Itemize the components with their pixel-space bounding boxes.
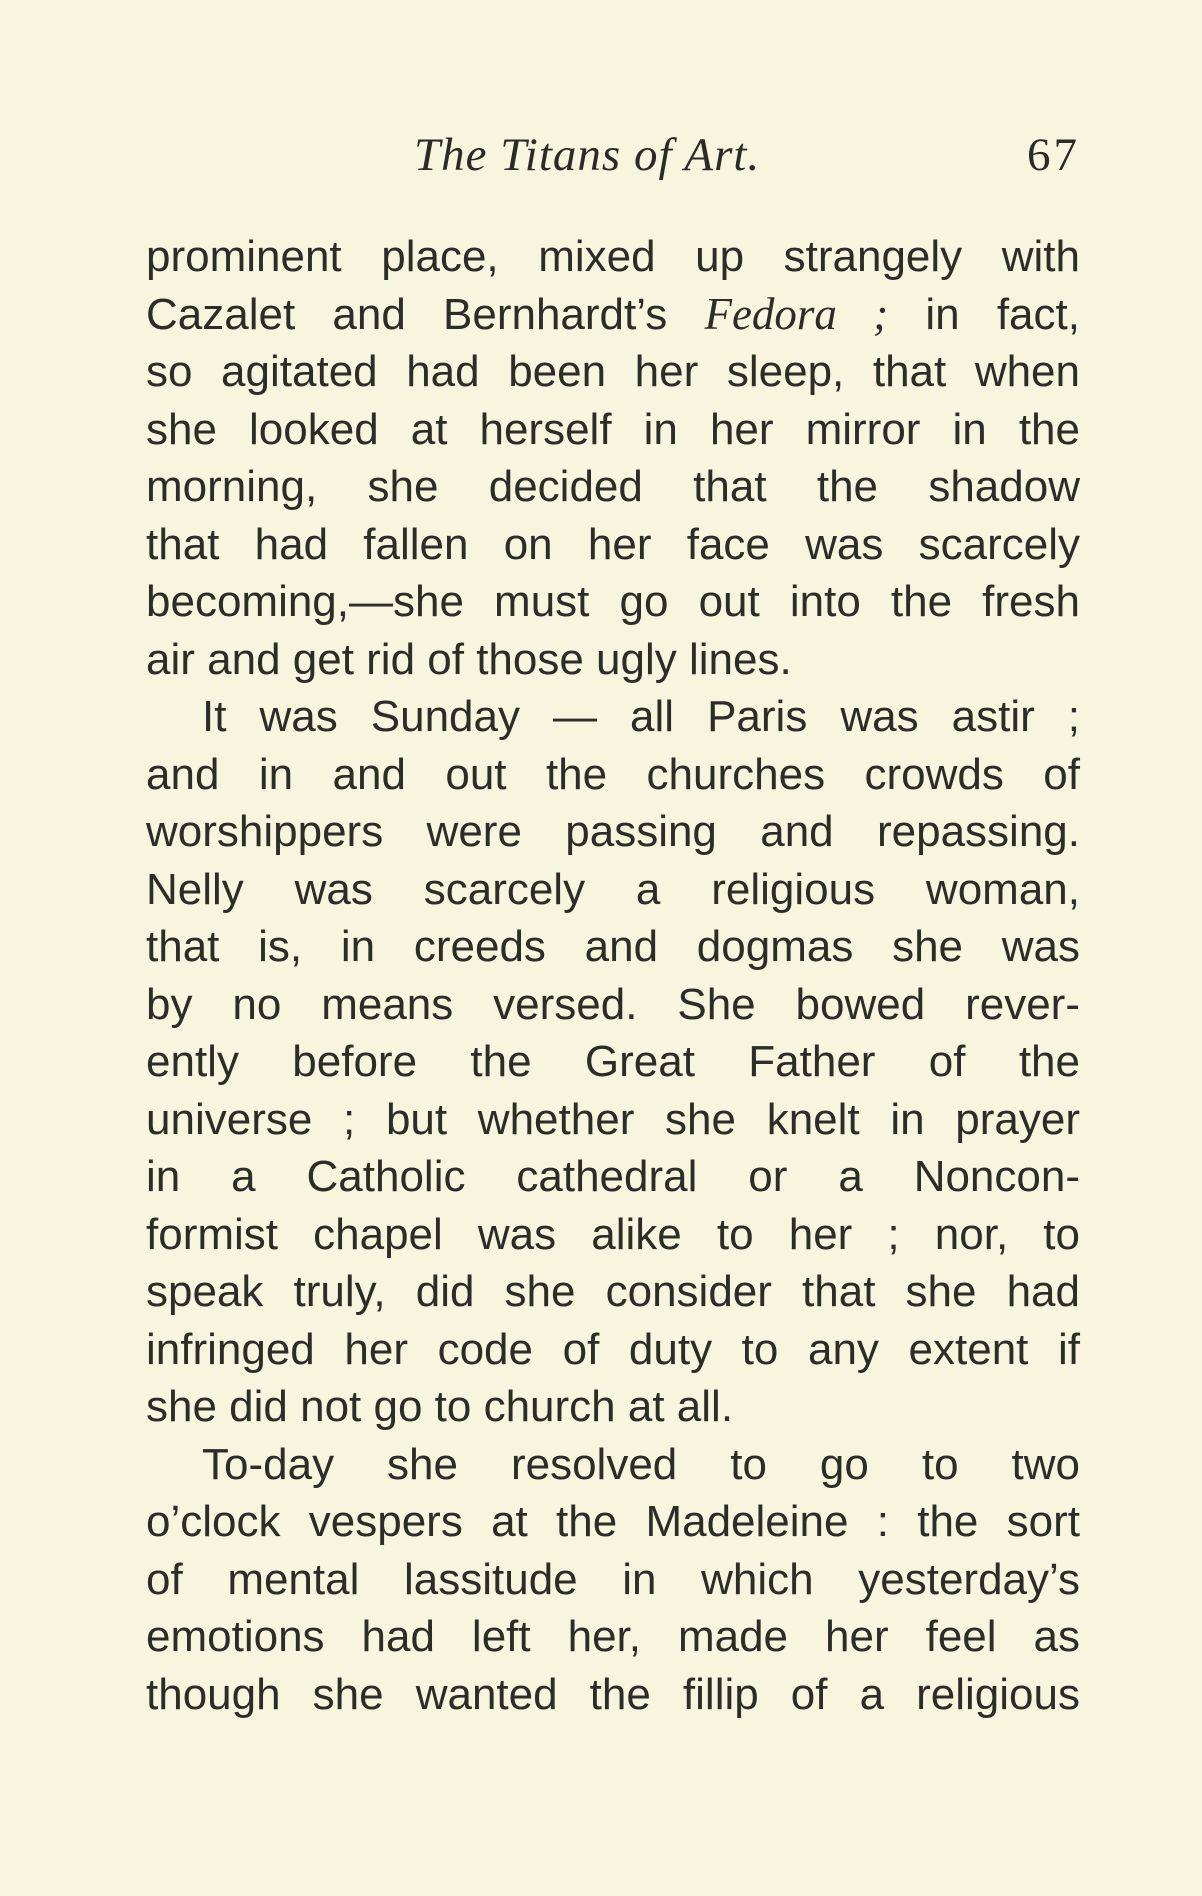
text-line: prominent place, mixed up strangely with	[146, 232, 1080, 281]
running-head	[146, 128, 1080, 188]
italic-title-fedora: Fedora ;	[704, 288, 889, 339]
page-number: 67	[1027, 129, 1080, 181]
text-line: becoming,—she must go out into the fresh	[146, 577, 1080, 626]
text-line: of mental lassitude in which yesterday’s	[146, 1554, 1080, 1604]
body-text	[146, 228, 1080, 1723]
text-line: infringed her code of duty to any extent if	[146, 1324, 1080, 1374]
text-line: It was Sunday — all Paris was astir ;	[202, 692, 1080, 741]
text-line: that had fallen on her face was scarcely	[146, 519, 1080, 569]
text-line: morning, she decided that the shadow	[146, 462, 1080, 511]
text-line: and in and out the churches crowds of	[146, 749, 1080, 799]
text-line: o’clock vespers at the Madeleine : the sort	[146, 1497, 1080, 1546]
text-line: emotions had left her, made her feel as	[146, 1612, 1080, 1661]
text-span: Cazalet and Bernhardt’s	[146, 289, 668, 339]
text-line: so agitated had been her sleep, that when	[146, 347, 1080, 396]
text-line: Nelly was scarcely a religious woman,	[146, 864, 1080, 914]
text-line: she did not go to church at all.	[146, 1382, 734, 1431]
text-line: worshippers were passing and repassing.	[146, 807, 1080, 856]
text-line	[146, 286, 1080, 344]
text-line: though she wanted the fillip of a religious	[146, 1669, 1080, 1719]
text-line: by no means versed. She bowed rever-	[146, 979, 1080, 1029]
text-line: air and get rid of those ugly lines.	[146, 634, 792, 684]
text-line: To-day she resolved to go to two	[202, 1439, 1080, 1489]
text-span: in fact,	[925, 289, 1080, 339]
text-line: ently before the Great Father of the	[146, 1037, 1080, 1086]
text-line: formist chapel was alike to her ; nor, to	[146, 1209, 1080, 1259]
running-title: The Titans of Art.	[414, 129, 761, 181]
text-line: she looked at herself in her mirror in the	[146, 404, 1080, 454]
text-line: speak truly, did she consider that she had	[146, 1267, 1080, 1316]
text-line: that is, in creeds and dogmas she was	[146, 922, 1080, 971]
text-line: universe ; but whether she knelt in prayer	[146, 1094, 1080, 1144]
text-line: in a Catholic cathedral or a Noncon-	[146, 1152, 1080, 1201]
